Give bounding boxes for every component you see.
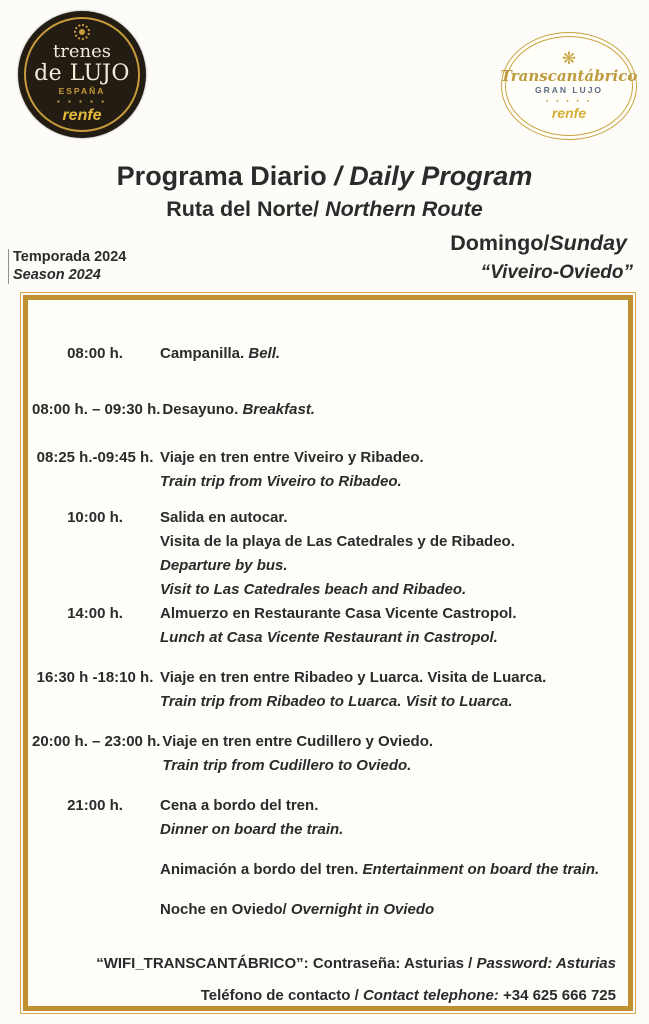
schedule-line	[160, 602, 620, 626]
route-segment-label: “Viveiro-Oviedo”	[480, 262, 633, 283]
schedule-time: 10:00 h.	[67, 509, 123, 526]
schedule-description	[158, 858, 620, 882]
text-segment: Bell.	[248, 345, 281, 362]
schedule-time: 08:25 h.-09:45 h.	[36, 449, 154, 466]
schedule-line	[160, 818, 620, 842]
page-title	[0, 161, 649, 192]
logo-left-line2: de LUJO	[34, 60, 130, 86]
text-segment: Lunch at Casa Vicente Restaurant in Castropol.	[160, 629, 498, 646]
text-segment: Train trip from Viveiro to Ribadeo.	[160, 473, 402, 490]
schedule-row	[32, 858, 620, 882]
logo-right-name: Transcantábrico	[500, 67, 638, 86]
text-segment: Departure by bus.	[160, 557, 288, 574]
text-segment: Salida en autocar.	[160, 509, 288, 526]
schedule-time: 08:00 h. – 09:30 h.	[32, 401, 161, 418]
text-segment: Visit to Las Catedrales beach and Ribadeo.	[160, 581, 467, 598]
text-segment: Domingo/	[450, 231, 550, 255]
schedule-line	[160, 898, 620, 922]
schedule-line	[160, 530, 620, 554]
text-segment: / Daily Program	[334, 161, 533, 191]
schedule-line	[160, 858, 620, 882]
text-segment: Desayuno.	[162, 401, 243, 418]
contact-phone-line	[32, 984, 616, 1008]
text-segment: Programa Diario	[116, 161, 335, 191]
schedule-row	[32, 602, 620, 650]
schedule-line	[160, 690, 620, 714]
schedule-line	[160, 794, 620, 818]
text-segment: Visita de la playa de Las Catedrales y de Ribadeo.	[160, 533, 515, 550]
schedule-line	[162, 398, 620, 422]
schedule-time: 14:00 h.	[67, 605, 123, 622]
text-segment: Sunday	[549, 231, 627, 255]
text-segment: Train trip from Ribadeo to Luarca. Visit to Luarca.	[160, 693, 513, 710]
schedule-time: 21:00 h.	[67, 797, 123, 814]
schedule-description	[158, 506, 620, 602]
schedule-row	[32, 666, 620, 714]
text-segment: Entertainment on board the train.	[362, 861, 600, 878]
schedule-row	[32, 794, 620, 842]
logo-left-line1: trenes	[53, 40, 111, 62]
schedule-description	[158, 794, 620, 842]
text-segment: +34 625 666 725	[498, 987, 616, 1004]
schedule-row	[32, 446, 620, 494]
schedule-line	[160, 342, 620, 366]
schedule-line	[160, 506, 620, 530]
schedule-line	[162, 730, 620, 754]
schedule-description	[158, 666, 620, 714]
day-label	[450, 231, 627, 256]
logo-left-dots: ▪ ▪ ▪ ▪ ▪	[56, 96, 108, 106]
schedule-line	[160, 554, 620, 578]
renfe-wordmark: renfe	[62, 107, 102, 125]
logo-left-country: ESPAÑA	[58, 85, 106, 96]
schedule-line	[160, 470, 620, 494]
text-segment: Noche en Oviedo/	[160, 901, 291, 918]
route-subtitle	[0, 197, 649, 222]
text-segment: Animación a bordo del tren.	[160, 861, 363, 878]
text-segment: Dinner on board the train.	[160, 821, 344, 838]
season-line-en: Season 2024	[13, 266, 101, 283]
wifi-info-line	[32, 952, 616, 976]
schedule-description	[158, 446, 620, 494]
text-segment: Viaje en tren entre Ribadeo y Luarca. Visita de Luarca.	[160, 669, 547, 686]
schedule-row	[32, 506, 620, 602]
schedule-time: 20:00 h. – 23:00 h.	[32, 733, 161, 750]
schedule-line	[162, 754, 620, 778]
text-segment: Campanilla.	[160, 345, 249, 362]
text-segment: Almuerzo en Restaurante Casa Vicente Castropol.	[160, 605, 517, 622]
logo-right-dots: ▪ ▪ ▪ ▪ ▪	[546, 98, 592, 106]
schedule-row	[32, 898, 620, 922]
schedule-time: 08:00 h.	[67, 345, 123, 362]
text-segment: Viaje en tren entre Viveiro y Ribadeo.	[160, 449, 424, 466]
schedule-line	[160, 666, 620, 690]
trenes-de-lujo-logo-ring	[24, 17, 140, 132]
program-footer	[32, 952, 620, 1008]
text-segment: Teléfono de contacto /	[200, 987, 363, 1004]
schedule-description	[158, 602, 620, 650]
text-segment: Overnight in Oviedo	[290, 901, 435, 918]
schedule-line	[160, 626, 620, 650]
schedule-description	[160, 398, 620, 422]
schedule-description	[160, 730, 620, 778]
medallion-icon	[74, 24, 90, 40]
schedule-description	[158, 898, 620, 922]
text-segment: Cena a bordo del tren.	[160, 797, 319, 814]
schedule-description	[158, 342, 620, 366]
schedule-line	[160, 578, 620, 602]
text-segment: Password: Asturias	[476, 955, 616, 972]
text-segment: Contact telephone:	[362, 987, 499, 1004]
schedule-time: 16:30 h -18:10 h.	[36, 669, 154, 686]
logo-right-tier: GRAN LUJO	[534, 84, 604, 95]
schedule-row	[32, 730, 620, 778]
program-box	[20, 292, 636, 1014]
program-box-inner	[23, 295, 633, 1011]
schedule-list	[32, 342, 620, 922]
text-segment: “WIFI_TRANSCANTÁBRICO”: Contraseña: Asturias /	[96, 955, 477, 972]
text-segment: Ruta del Norte/	[166, 197, 320, 221]
schedule-row	[32, 398, 620, 422]
transcantabrico-logo-ring	[500, 36, 638, 136]
season-line-es: Temporada 2024	[13, 249, 127, 265]
text-segment: Train trip from Cudillero to Oviedo.	[162, 757, 412, 774]
text-segment: Viaje en tren entre Cudillero y Oviedo.	[162, 733, 434, 750]
renfe-wordmark: renfe	[551, 105, 587, 122]
schedule-row	[32, 342, 620, 366]
text-segment: Breakfast.	[242, 401, 315, 418]
schedule-line	[160, 446, 620, 470]
transcantabrico-logo	[501, 32, 637, 140]
rosette-icon: ❋	[561, 49, 577, 69]
trenes-de-lujo-logo	[18, 11, 146, 138]
season-label	[8, 249, 126, 284]
text-segment: Northern Route	[319, 197, 483, 221]
